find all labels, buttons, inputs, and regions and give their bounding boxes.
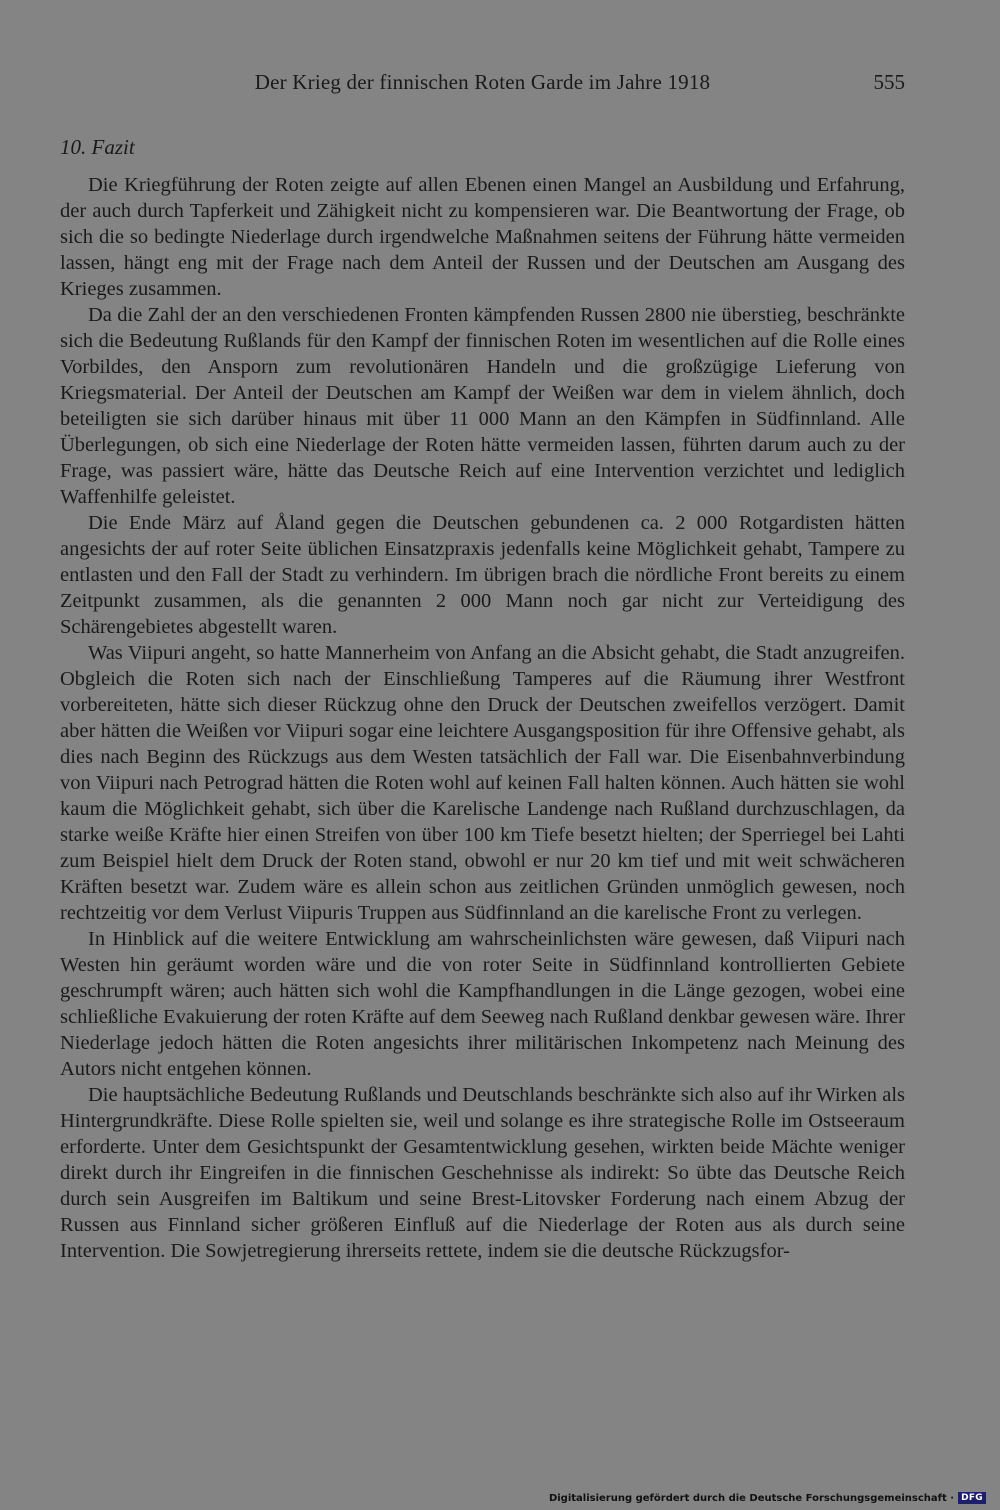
dfg-logo: DFG bbox=[958, 1492, 986, 1504]
paragraph: Die hauptsächliche Bedeutung Rußlands und Deutschlands beschränkte sich also auf ihr Wirken als Hintergrundkräfte. Diese Rolle spielten sie, weil und solange es ihre strategische Rolle im Ostseeraum erforderte. Unter dem Gesichtspunkt der Gesamtentwicklung gesehen, wirkten beide Mächte weniger direkt durch ihr Eingreifen in die finnischen Geschehnisse als indirekt: So übte das Deutsche Reich durch sein Ausgreifen im Baltikum und seine Brest-Litovsker Forderung nach einem Abzug der Russen aus Finnland sicher größeren Einfluß auf die Niederlage der Roten aus als durch seine Intervention. Die Sowjetregierung ihrerseits rettete, indem sie die deutsche Rückzugsfor- bbox=[60, 1084, 905, 1262]
paragraph: Was Viipuri angeht, so hatte Mannerheim von Anfang an die Absicht gehabt, die Stadt anzugreifen. Obgleich die Roten sich nach der Einschließung Tamperes auf die Räumung ihrer Westfront vorbereiteten, hätte sich dieser Rückzug ohne den Druck der Deutschen zweifellos verzögert. Damit aber hätten die Weißen vor Viipuri sogar eine leichtere Ausgangsposition für ihre Offensive gehabt, als dies nach Beginn des Rückzugs aus dem Westen tatsächlich der Fall war. Die Eisenbahnverbindung von Viipuri nach Petrograd hätten die Roten wohl auf keinen Fall halten können. Auch hätten sie wohl kaum die Möglichkeit gehabt, sich über die Karelische Landenge nach Rußland durchzuschlagen, da starke weiße Kräfte hier einen Streifen von über 100 km Tiefe besetzt hielten; der Sperriegel bei Lahti zum Beispiel hielt dem Druck der Roten stand, obwohl er nur 20 km tief und mit weit schwächeren Kräften besetzt war. Zudem wäre es allein schon aus zeitlichen Gründen unmöglich gewesen, noch rechtzeitig vor dem Verlust Viipuris Truppen aus Südfinnland an die karelische Front zu verlegen. bbox=[60, 642, 905, 924]
paragraph: Die Ende März auf Åland gegen die Deutschen gebundenen ca. 2 000 Rotgardisten hätten angesichts der auf roter Seite üblichen Einsatzpraxis jedenfalls keine Möglichkeit gehabt, Tampere zu entlasten und den Fall der Stadt zu verhindern. Im übrigen brach die nördliche Front bereits zu einem Zeitpunkt zusammen, als die genannten 2 000 Mann noch gar nicht zur Verteidigung des Schärengebietes abgestellt waren. bbox=[60, 512, 905, 638]
digitization-credit bbox=[549, 1491, 986, 1505]
page-header bbox=[60, 64, 905, 104]
page-number: 555 bbox=[873, 70, 905, 94]
credit-text: Digitalisierung gefördert durch die Deutsche Forschungsgemeinschaft · bbox=[548, 1492, 955, 1504]
paragraph: Da die Zahl der an den verschiedenen Fronten kämpfenden Russen 2800 nie überstieg, beschränkte sich die Bedeutung Rußlands für den Kampf der finnischen Roten im wesentlichen auf die Rolle eines Vorbildes, den Ansporn zum revolutionären Handeln und die großzügige Lieferung von Kriegsmaterial. Der Anteil der Deutschen am Kampf der Weißen war dem in vielem ähnlich, doch beteiligten sie sich darüber hinaus mit über 11 000 Mann an den Kämpfen in Südfinnland. Alle Überlegungen, ob sich eine Niederlage der Roten hätte vermeiden lassen, führten darum auch zu der Frage, was passiert wäre, hätte das Deutsche Reich auf eine Intervention verzichtet und lediglich Waffenhilfe geleistet. bbox=[60, 304, 905, 508]
paragraph: Die Kriegführung der Roten zeigte auf allen Ebenen einen Mangel an Ausbildung und Erfahrung, der auch durch Tapferkeit und Zähigkeit nicht zu kompensieren war. Die Beantwortung der Frage, ob sich die so bedingte Niederlage durch irgendwelche Maßnahmen seitens der Führung hätte vermeiden lassen, hängt eng mit der Frage nach dem Anteil der Russen und der Deutschen am Ausgang des Krieges zusammen. bbox=[60, 174, 905, 300]
running-title: Der Krieg der finnischen Roten Garde im Jahre 1918 bbox=[254, 70, 711, 94]
section-heading: 10. Fazit bbox=[60, 135, 135, 159]
paragraph: In Hinblick auf die weitere Entwicklung am wahrscheinlichsten wäre gewesen, daß Viipuri nach Westen hin geräumt worden wäre und die von roter Seite in Südfinnland kontrollierten Gebiete geschrumpft wären; auch hätten sich wohl die Kampfhandlungen in die Länge gezogen, wobei eine schließliche Evakuierung der roten Kräfte auf dem Seeweg nach Rußland denkbar gewesen wäre. Ihrer Niederlage jedoch hätten die Roten angesichts ihrer militärischen Inkompetenz nach Meinung des Autors nicht entgehen können. bbox=[60, 928, 905, 1080]
body-text bbox=[60, 172, 905, 1264]
